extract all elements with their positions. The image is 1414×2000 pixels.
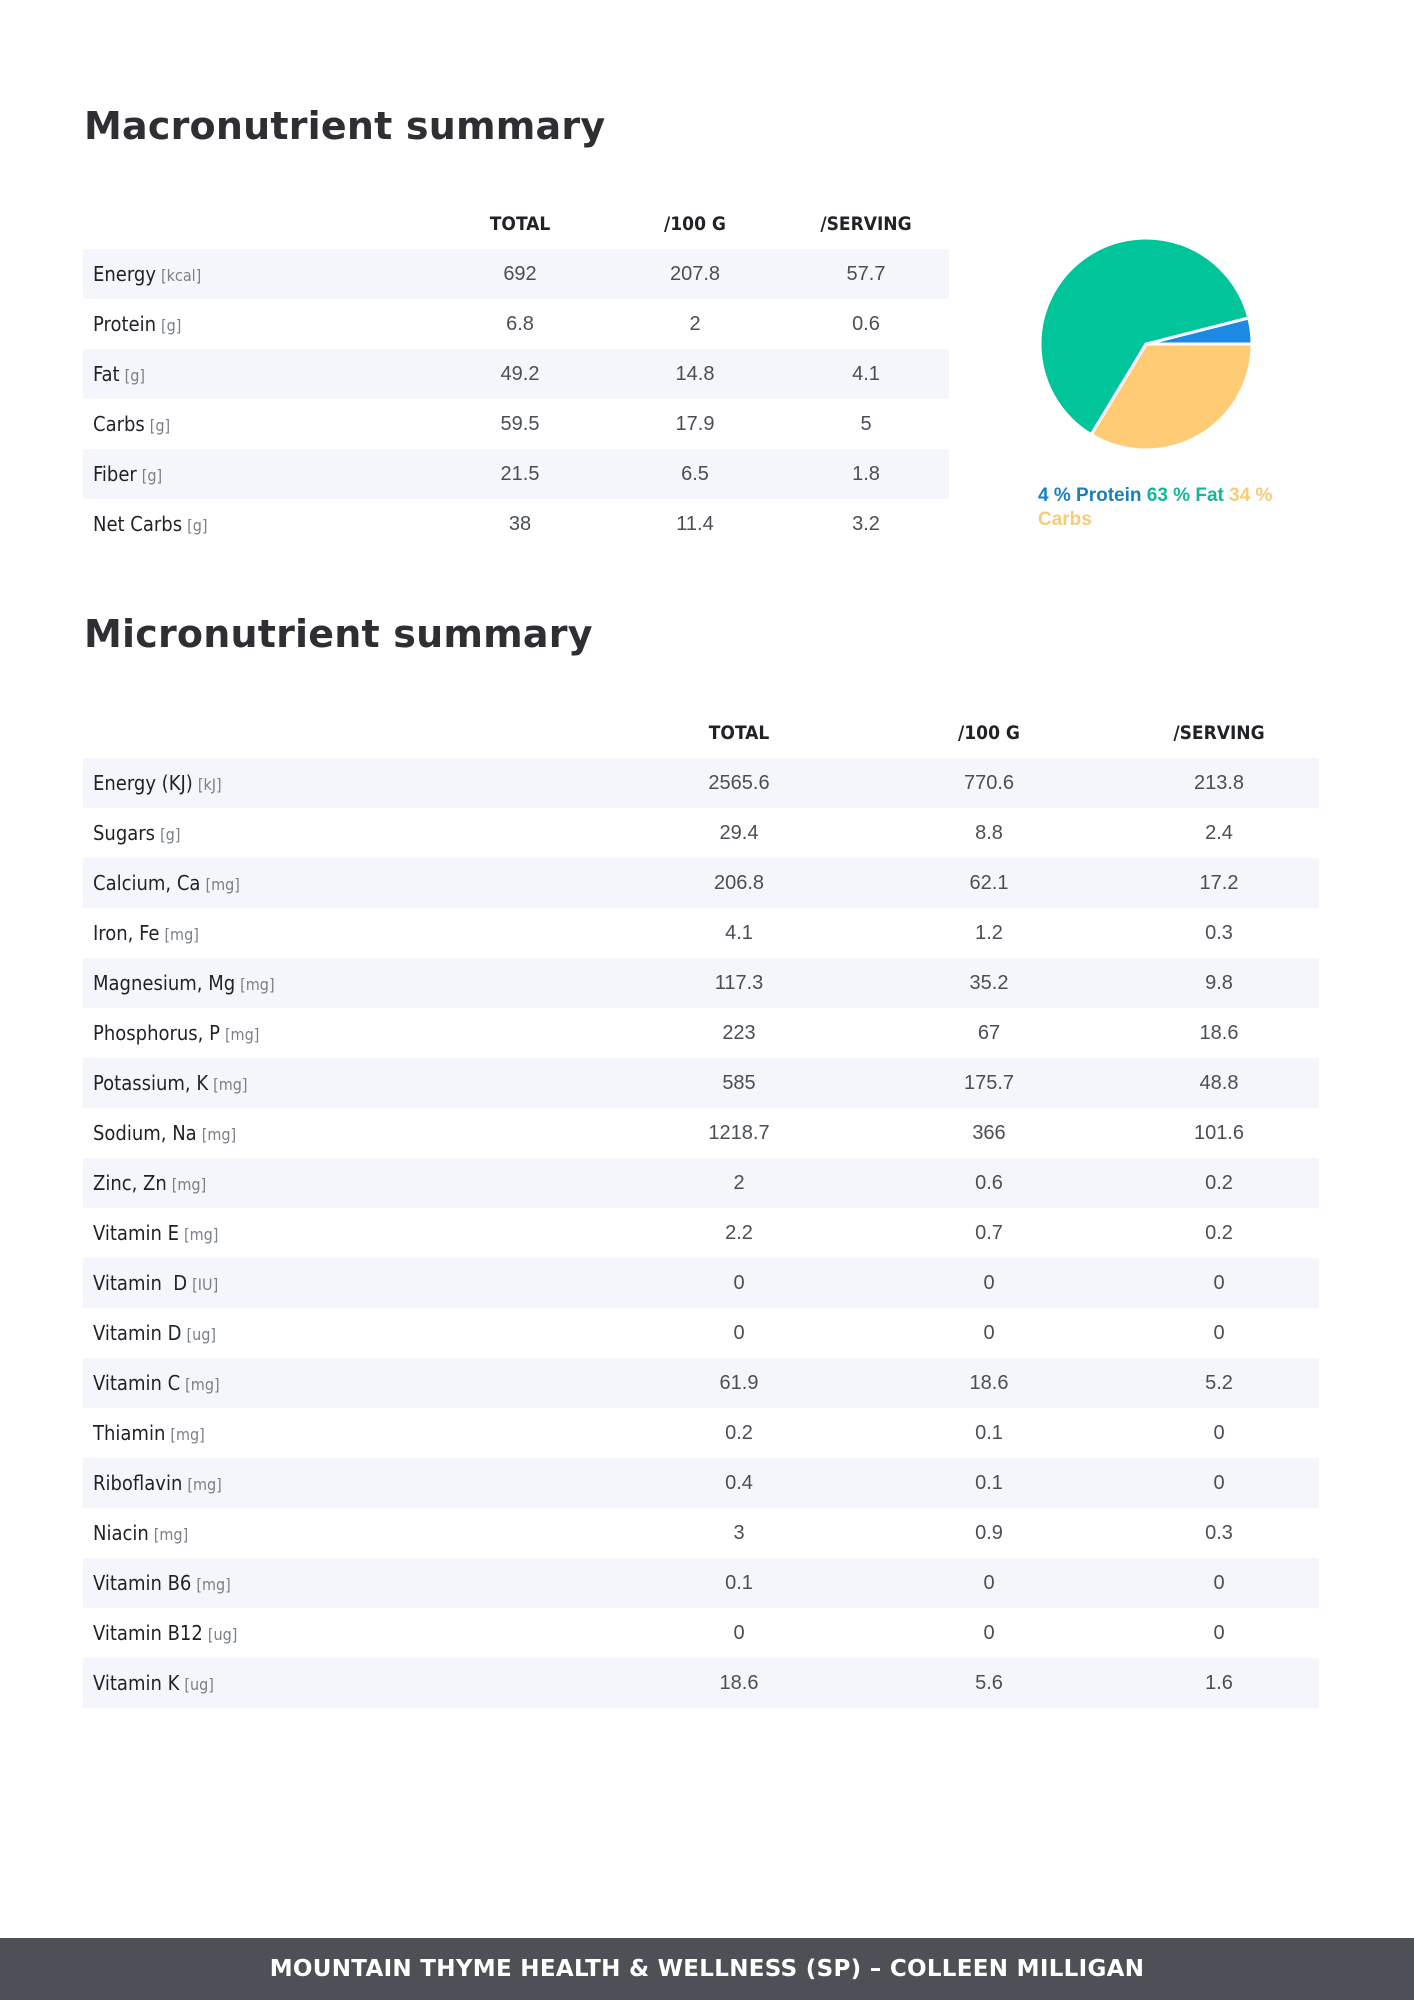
value-per-serving: 101.6 xyxy=(1193,1121,1245,1144)
value-total: 61.9 xyxy=(619,1358,859,1408)
value-per-serving: 213.8 xyxy=(1119,758,1319,808)
value-per-100g: 207.8 xyxy=(607,249,783,299)
value-total: 4.1 xyxy=(725,921,753,944)
value-per-serving: 57.7 xyxy=(783,249,949,299)
nutrient-label xyxy=(83,1558,619,1608)
value-per-serving: 0 xyxy=(1119,1258,1319,1308)
header-total: TOTAL xyxy=(708,722,770,744)
nutrient-unit: [ug] xyxy=(184,1675,214,1694)
table-row xyxy=(83,1608,1319,1658)
value-per-100g: 18.6 xyxy=(859,1358,1119,1408)
nutrient-name: Vitamin B12 xyxy=(93,1621,203,1645)
value-per-100g: 0.1 xyxy=(975,1421,1003,1444)
table-row xyxy=(83,499,949,549)
nutrient-unit: [mg] xyxy=(185,1375,220,1394)
table-row xyxy=(83,958,1319,1008)
nutrient-label xyxy=(83,1358,619,1408)
value-per-serving: 9.8 xyxy=(1119,958,1319,1008)
value-per-100g: 14.8 xyxy=(607,349,783,399)
value-total: 18.6 xyxy=(619,1658,859,1708)
header-per-100g: /100 G xyxy=(664,213,726,235)
value-total: 38 xyxy=(508,512,532,535)
table-row xyxy=(83,1108,1319,1158)
value-per-serving: 0 xyxy=(1119,1558,1319,1608)
micronutrient-summary-title: Micronutrient summary xyxy=(84,612,593,656)
value-total: 0.4 xyxy=(619,1458,859,1508)
table-row xyxy=(83,808,1319,858)
value-per-100g: 35.2 xyxy=(859,958,1119,1008)
nutrient-label xyxy=(83,1508,619,1558)
header-empty xyxy=(83,199,433,249)
macro-table-body xyxy=(83,249,949,549)
value-per-100g: 1.2 xyxy=(975,921,1003,944)
nutrient-name: Vitamin E xyxy=(93,1221,179,1245)
value-total: 0.2 xyxy=(725,1421,753,1444)
value-per-100g: 0 xyxy=(983,1621,995,1644)
legend-carbs: 34 % Carbs xyxy=(1038,485,1273,530)
value-per-serving: 1.6 xyxy=(1119,1658,1319,1708)
nutrient-unit: [mg] xyxy=(201,1125,237,1144)
value-total: 223 xyxy=(722,1021,756,1044)
value-per-serving: 2.4 xyxy=(1205,821,1233,844)
nutrient-name: Vitamin D xyxy=(93,1321,182,1345)
nutrient-unit: [mg] xyxy=(205,875,240,894)
value-total: 2565.6 xyxy=(619,758,859,808)
value-per-serving: 4.1 xyxy=(783,349,949,399)
nutrient-unit: [mg] xyxy=(164,925,199,944)
table-row xyxy=(83,758,1319,808)
nutrient-name: Protein xyxy=(93,312,156,336)
value-total: 0 xyxy=(733,1321,745,1344)
value-per-serving: 0 xyxy=(1213,1621,1225,1644)
table-header-row xyxy=(83,708,1319,758)
legend-fat: 63 % Fat xyxy=(1146,485,1224,506)
value-total: 6.8 xyxy=(506,312,534,335)
table-row xyxy=(83,1508,1319,1558)
value-per-serving: 0 xyxy=(1213,1421,1225,1444)
header-per-serving: /SERVING xyxy=(820,213,912,235)
value-per-serving: 5.2 xyxy=(1119,1358,1319,1408)
micronutrient-table xyxy=(83,708,1319,1708)
nutrient-unit: [mg] xyxy=(224,1025,260,1044)
value-total: 0 xyxy=(619,1258,859,1308)
value-total: 49.2 xyxy=(433,349,607,399)
nutrient-name: Potassium, K xyxy=(93,1071,209,1095)
nutrient-name: Vitamin B6 xyxy=(93,1571,192,1595)
nutrient-label xyxy=(83,1058,619,1108)
value-per-100g: 6.5 xyxy=(607,449,783,499)
value-total: 3 xyxy=(733,1521,745,1544)
nutrient-unit: [ug] xyxy=(207,1625,238,1644)
nutrient-label xyxy=(83,349,433,399)
nutrient-unit: [mg] xyxy=(196,1575,231,1594)
value-per-serving: 0.2 xyxy=(1119,1158,1319,1208)
value-per-100g: 0.1 xyxy=(859,1458,1119,1508)
table-row xyxy=(83,1058,1319,1108)
nutrient-unit: [mg] xyxy=(213,1075,248,1094)
value-per-serving: 3.2 xyxy=(852,512,880,535)
value-total: 2.2 xyxy=(725,1221,753,1244)
table-row xyxy=(83,1308,1319,1358)
value-per-serving: 17.2 xyxy=(1119,858,1319,908)
nutrient-name: Zinc, Zn xyxy=(93,1171,167,1195)
nutrient-label xyxy=(83,1158,619,1208)
value-total: 2 xyxy=(619,1158,859,1208)
nutrient-name: Phosphorus, P xyxy=(93,1021,220,1045)
value-per-serving: 0.3 xyxy=(1205,1521,1233,1544)
nutrient-unit: [mg] xyxy=(183,1225,219,1244)
nutrient-unit: [g] xyxy=(160,825,181,844)
nutrient-label xyxy=(83,1608,619,1658)
nutrient-name: Fat xyxy=(93,362,120,386)
nutrient-label xyxy=(83,958,619,1008)
value-per-serving: 18.6 xyxy=(1199,1021,1239,1044)
nutrient-unit: [g] xyxy=(141,466,163,485)
value-per-serving: 48.8 xyxy=(1119,1058,1319,1108)
value-total: 59.5 xyxy=(500,412,540,435)
nutrient-name: Iron, Fe xyxy=(93,921,160,945)
nutrient-label xyxy=(83,249,433,299)
header-empty xyxy=(83,708,619,758)
value-per-serving: 5 xyxy=(860,412,872,435)
nutrient-label xyxy=(83,1308,619,1358)
value-total: 117.3 xyxy=(619,958,859,1008)
nutrient-label xyxy=(83,758,619,808)
value-total: 1218.7 xyxy=(708,1121,770,1144)
table-row xyxy=(83,1158,1319,1208)
value-per-100g: 17.9 xyxy=(675,412,715,435)
nutrient-name: Fiber xyxy=(93,462,137,486)
value-per-100g: 2 xyxy=(689,312,701,335)
table-row xyxy=(83,1408,1319,1458)
value-per-serving: 1.8 xyxy=(783,449,949,499)
nutrient-label xyxy=(83,1458,619,1508)
nutrient-label xyxy=(83,1408,619,1458)
pie-legend xyxy=(1038,484,1328,532)
table-row xyxy=(83,1258,1319,1308)
value-per-100g: 0 xyxy=(983,1321,995,1344)
nutrient-name: Riboflavin xyxy=(93,1471,183,1495)
macronutrient-pie-chart xyxy=(1036,234,1256,454)
value-per-100g: 0.9 xyxy=(975,1521,1003,1544)
nutrient-label xyxy=(83,908,619,958)
header-per-serving: /SERVING xyxy=(1173,722,1265,744)
nutrient-label xyxy=(83,808,619,858)
value-per-100g: 11.4 xyxy=(676,512,714,535)
value-total: 29.4 xyxy=(719,821,759,844)
value-total: 206.8 xyxy=(619,858,859,908)
macronutrient-summary-title: Macronutrient summary xyxy=(84,104,606,148)
value-per-100g: 67 xyxy=(977,1021,1001,1044)
micro-table-body xyxy=(83,758,1319,1708)
value-per-serving: 0.2 xyxy=(1205,1221,1233,1244)
nutrient-unit: [kcal] xyxy=(160,266,202,285)
legend-protein: 4 % Protein xyxy=(1038,485,1142,506)
nutrient-label xyxy=(83,299,433,349)
nutrient-unit: [ug] xyxy=(186,1325,216,1344)
nutrient-name: Carbs xyxy=(93,412,145,436)
table-row xyxy=(83,1558,1319,1608)
value-per-100g: 770.6 xyxy=(859,758,1119,808)
nutrient-name: Thiamin xyxy=(93,1421,166,1445)
nutrient-name: Energy (KJ) xyxy=(93,771,193,795)
nutrient-unit: [mg] xyxy=(153,1525,189,1544)
macronutrient-table xyxy=(83,199,949,549)
nutrient-label xyxy=(83,1258,619,1308)
nutrient-unit: [g] xyxy=(124,366,145,385)
table-row xyxy=(83,858,1319,908)
nutrient-label xyxy=(83,858,619,908)
nutrient-unit: [mg] xyxy=(187,1475,222,1494)
nutrient-unit: [mg] xyxy=(170,1425,205,1444)
nutrient-name: Niacin xyxy=(93,1521,149,1545)
nutrient-label xyxy=(83,1008,619,1058)
table-row xyxy=(83,908,1319,958)
nutrient-name: Magnesium, Mg xyxy=(93,971,236,995)
table-row xyxy=(83,299,949,349)
table-row xyxy=(83,449,949,499)
header-total: TOTAL xyxy=(489,213,551,235)
value-per-100g: 0 xyxy=(859,1558,1119,1608)
nutrient-unit: [g] xyxy=(149,416,171,435)
nutrient-label xyxy=(83,1208,619,1258)
nutrient-name: Energy xyxy=(93,262,156,286)
value-total: 692 xyxy=(433,249,607,299)
footer-text: MOUNTAIN THYME HEALTH & WELLNESS (SP) – COLLEEN MILLIGAN xyxy=(269,1956,1145,1982)
footer-bar xyxy=(0,1938,1414,2000)
nutrient-unit: [IU] xyxy=(192,1275,219,1294)
nutrient-name: Sodium, Na xyxy=(93,1121,197,1145)
value-per-100g: 5.6 xyxy=(859,1658,1119,1708)
nutrient-unit: [kJ] xyxy=(197,775,222,794)
value-per-serving: 0 xyxy=(1213,1321,1225,1344)
table-row xyxy=(83,349,949,399)
nutrient-name: Vitamin C xyxy=(93,1371,181,1395)
value-per-serving: 0.6 xyxy=(852,312,880,335)
nutrient-unit: [g] xyxy=(161,316,182,335)
table-row xyxy=(83,1358,1319,1408)
value-total: 21.5 xyxy=(433,449,607,499)
nutrient-label xyxy=(83,1108,619,1158)
table-row xyxy=(83,1458,1319,1508)
value-total: 585 xyxy=(619,1058,859,1108)
nutrient-unit: [g] xyxy=(187,516,208,535)
nutrient-name: Vitamin K xyxy=(93,1671,180,1695)
value-per-100g: 0.7 xyxy=(975,1221,1003,1244)
value-per-100g: 0 xyxy=(859,1258,1119,1308)
table-row xyxy=(83,1008,1319,1058)
nutrient-name: Vitamin D xyxy=(93,1271,188,1295)
value-total: 0 xyxy=(733,1621,745,1644)
value-per-100g: 366 xyxy=(972,1121,1006,1144)
header-per-100g: /100 G xyxy=(958,722,1020,744)
nutrient-name: Sugars xyxy=(93,821,156,845)
nutrient-label xyxy=(83,499,433,549)
table-row xyxy=(83,249,949,299)
nutrient-label xyxy=(83,1658,619,1708)
nutrient-name: Calcium, Ca xyxy=(93,871,201,895)
table-header-row xyxy=(83,199,949,249)
value-per-100g: 0.6 xyxy=(859,1158,1119,1208)
nutrient-label xyxy=(83,399,433,449)
value-per-100g: 62.1 xyxy=(859,858,1119,908)
value-total: 0.1 xyxy=(619,1558,859,1608)
nutrient-name: Net Carbs xyxy=(93,512,183,536)
value-per-100g: 8.8 xyxy=(975,821,1003,844)
nutrient-unit: [mg] xyxy=(240,975,275,994)
nutrient-label xyxy=(83,449,433,499)
nutrient-unit: [mg] xyxy=(171,1175,207,1194)
table-row xyxy=(83,399,949,449)
value-per-100g: 175.7 xyxy=(859,1058,1119,1108)
table-row xyxy=(83,1658,1319,1708)
value-per-serving: 0 xyxy=(1119,1458,1319,1508)
table-row xyxy=(83,1208,1319,1258)
value-per-serving: 0.3 xyxy=(1205,921,1233,944)
